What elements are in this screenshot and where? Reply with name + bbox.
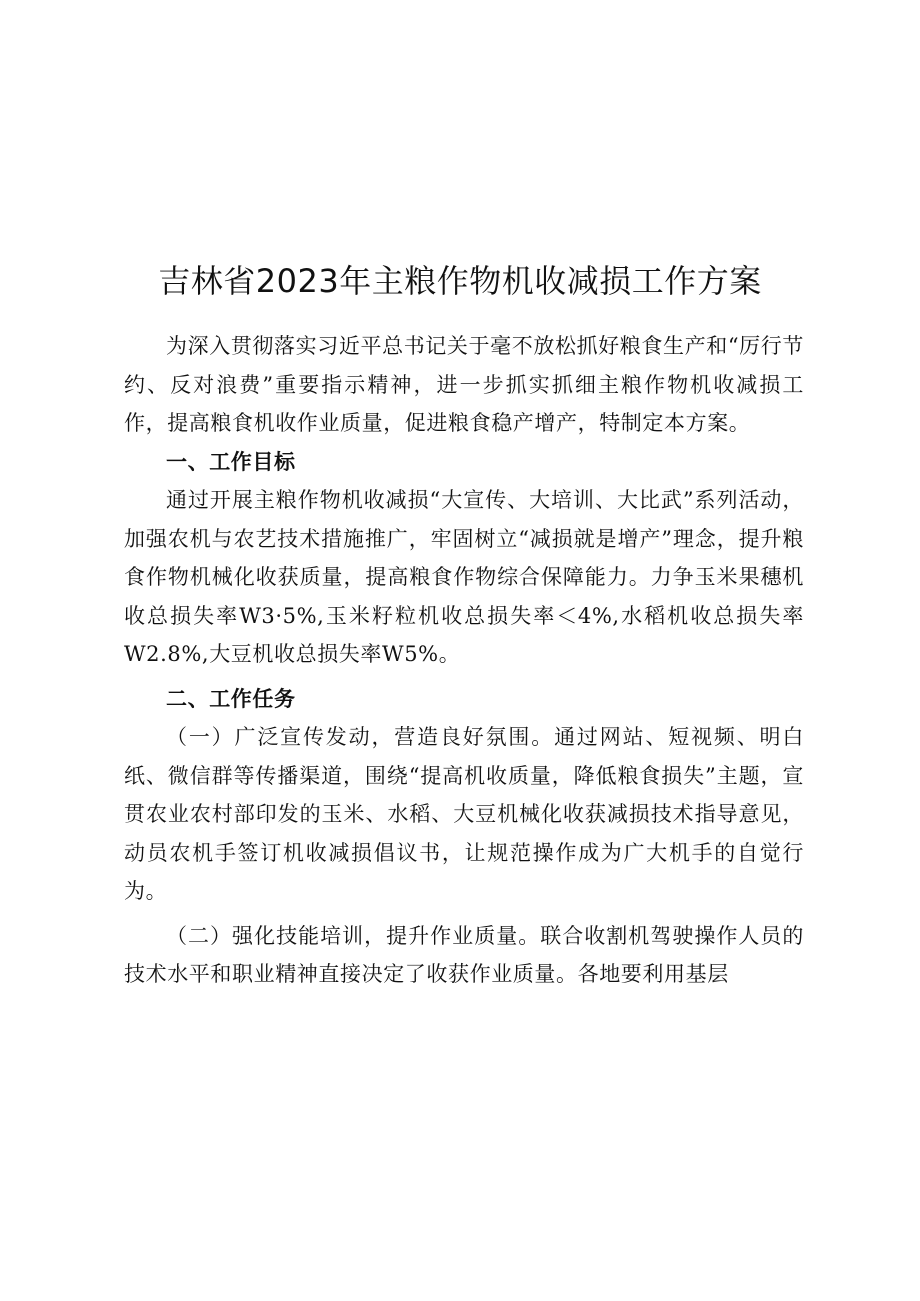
intro-paragraph: 为深入贯彻落实习近平总书记关于毫不放松抓好粮食生产和“厉行节约、反对浪费”重要指示精神，进一步抓实抓细主粮作物机收减损工作，提高粮食机收作业质量，促进粮食稳产增产，特制定本方案。 <box>124 334 804 435</box>
task-paragraph-1: （一）广泛宣传发动，营造良好氛围。通过网站、短视频、明白纸、微信群等传播渠道，围绕“提高机收质量，降低粮食损失”主题，宣贯农业农村部印发的玉米、水稻、大豆机械化收获减损技术指导意见，动员农机手签订机收减损倡议书，让规范操作成为广大机手的自觉行为。 <box>124 725 804 903</box>
section-heading-goals: 一、工作目标 <box>166 449 296 474</box>
goals-paragraph: 通过开展主粮作物机收减损“大宣传、大培训、大比武”系列活动，加强农机与农艺技术措施推广，牢固树立“减损就是增产”理念，提升粮食作物机械化收获质量，提高粮食作物综合保障能力。力争玉米果穗机收总损失率W3·5%,玉米籽粒机收总损失率＜4%,水稻机收总损失率W2.8%,大豆机收总损失率W5%。 <box>124 488 804 666</box>
document-title: 吉林省2023年主粮作物机收减损工作方案 <box>158 262 762 301</box>
section-heading-tasks: 二、工作任务 <box>166 686 296 711</box>
document-body <box>124 327 804 994</box>
task-paragraph-2: （二）强化技能培训，提升作业质量。联合收割机驾驶操作人员的技术水平和职业精神直接决定了收获作业质量。各地要利用基层 <box>124 923 804 986</box>
